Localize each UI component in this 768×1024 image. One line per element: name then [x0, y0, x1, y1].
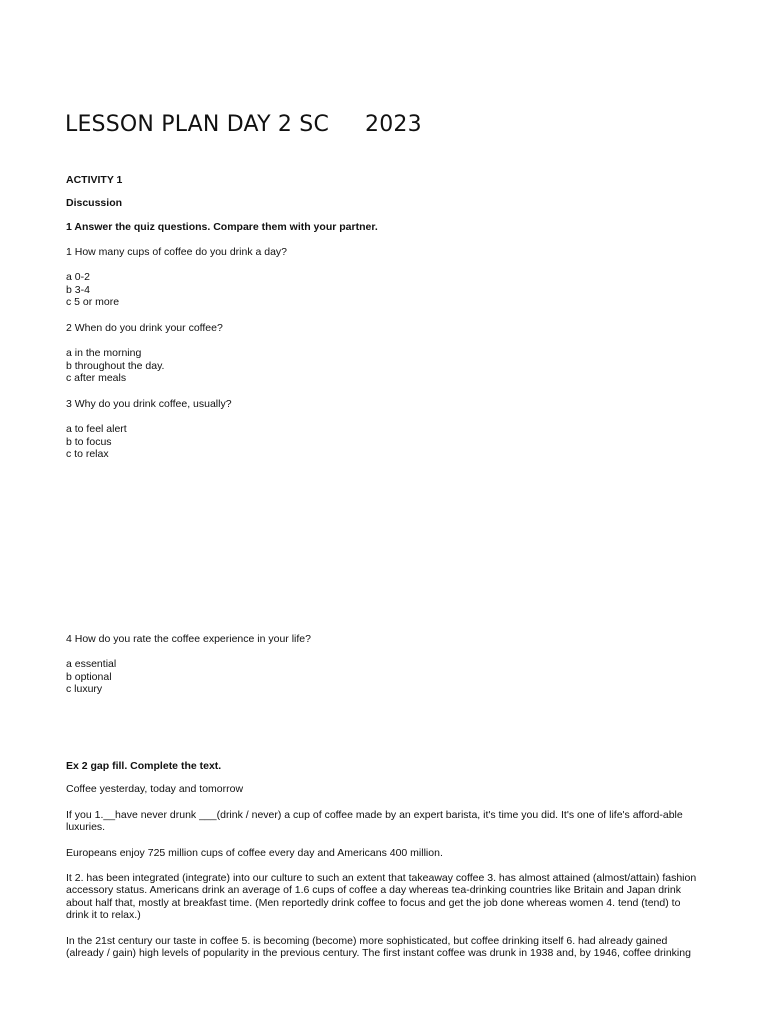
question-1-option-b: b 3-4 — [66, 283, 90, 296]
question-4-option-a: a essential — [66, 658, 117, 670]
question-2: 2 When do you drink your coffee? — [66, 322, 223, 334]
question-2-option-b: b throughout the day. — [66, 359, 165, 372]
question-3: 3 Why do you drink coffee, usually? — [66, 398, 232, 410]
quiz-instruction: 1 Answer the quiz questions. Compare them with your partner. — [66, 221, 378, 233]
question-4-option-b: b optional — [66, 670, 112, 683]
exercise-2-subtitle: Coffee yesterday, today and tomorrow — [66, 783, 244, 795]
question-1: 1 How many cups of coffee do you drink a day? — [66, 246, 288, 258]
exercise-2-paragraph-4: In the 21st century our taste in coffee 5. is becoming (become) more sophisticated, but coffee drinking itself 6. had already gained (already / gain) high levels of popularity in the previous century. The first instant coffee was drunk in 1938 and, by 1946, coffee drinking — [66, 935, 691, 960]
activity-heading: ACTIVITY 1 — [66, 174, 123, 186]
page-title: LESSON PLAN DAY 2 SC 2023 — [65, 112, 422, 137]
exercise-2-paragraph-3: It 2. has been integrated (integrate) into our culture to such an extent that takeaway coffee 3. has almost attained (almost/attain) fashion accessory status. Americans drink an average of 1.6 cups of coffee a day whereas tea-drinking countries like Britain and Japan drink about half that, mostly at breakfast time. (Men reportedly drink coffee to focus and get the job done whereas women 4. tend (tend) to drink it to relax.) — [66, 872, 697, 922]
question-4-option-c: c luxury — [66, 683, 103, 695]
question-3-option-c: c to relax — [66, 448, 109, 460]
question-1-option-a: a 0-2 — [66, 271, 90, 283]
exercise-2-paragraph-2: Europeans enjoy 725 million cups of coffee every day and Americans 400 million. — [66, 847, 443, 859]
question-2-option-a: a in the morning — [66, 347, 142, 359]
question-1-option-c: c 5 or more — [66, 296, 120, 308]
question-3-option-a: a to feel alert — [66, 423, 127, 435]
question-3-option-b: b to focus — [66, 435, 112, 448]
question-2-option-c: c after meals — [66, 372, 127, 384]
question-4: 4 How do you rate the coffee experience in your life? — [66, 633, 311, 645]
exercise-2-paragraph-1: If you 1.__have never drunk ___(drink / never) a cup of coffee made by an expert barista, it's time you did. It's one of life's afford-able luxuries. — [66, 809, 683, 834]
discussion-heading: Discussion — [66, 197, 123, 209]
exercise-2-heading: Ex 2 gap fill. Complete the text. — [66, 760, 222, 772]
